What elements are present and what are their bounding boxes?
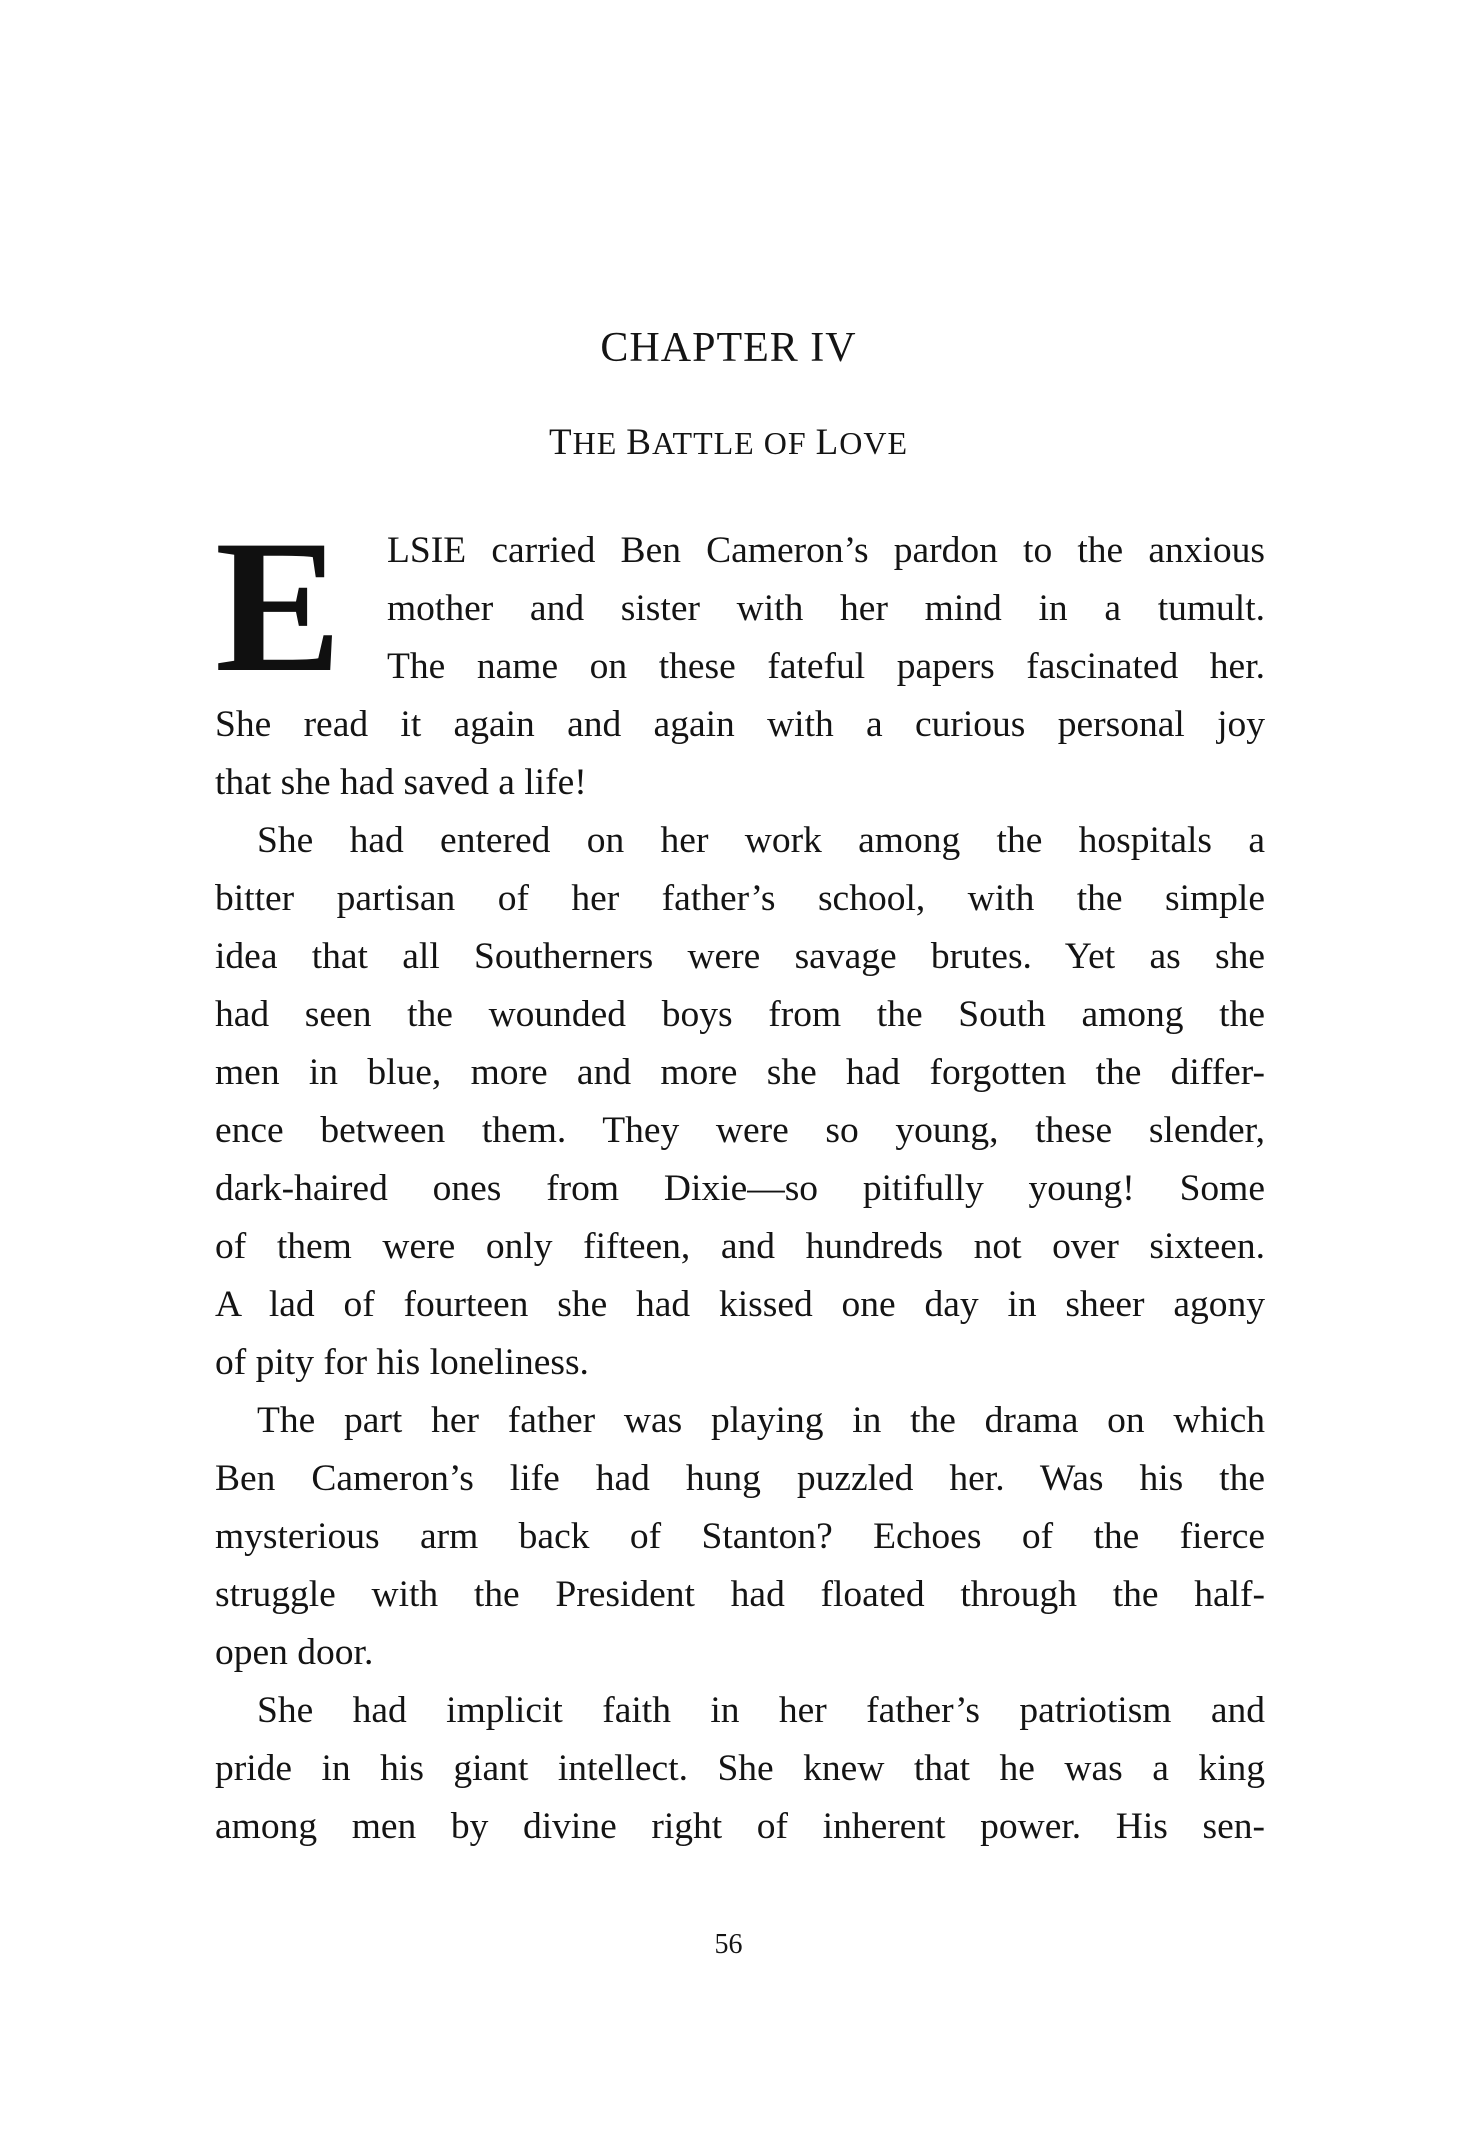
subtitle-part: L — [815, 422, 840, 463]
subtitle-part: OVE — [839, 425, 908, 461]
text-line: men in blue, more and more she had forgotten the differ- — [215, 1052, 1265, 1093]
text-line: She had implicit faith in her father’s patriotism and — [257, 1690, 1265, 1731]
subtitle-part: ATTLE OF — [651, 425, 816, 461]
text-line: She read it again and again with a curious personal joy — [215, 704, 1265, 745]
text-line: bitter partisan of her father’s school, with the simple — [215, 878, 1265, 919]
text-line: of them were only fifteen, and hundreds not over sixteen. — [215, 1226, 1265, 1267]
text-line: dark-haired ones from Dixie—so pitifully young! Some — [215, 1168, 1265, 1209]
text-line: She had entered on her work among the hospitals a — [257, 820, 1265, 861]
text-line: The part her father was playing in the drama on which — [257, 1400, 1265, 1441]
drop-cap-letter: E — [215, 502, 342, 712]
page-number: 56 — [714, 1929, 743, 1960]
text-line: idea that all Southerners were savage brutes. Yet as she — [215, 936, 1265, 977]
subtitle-part: HE — [572, 425, 627, 461]
text-line: ence between them. They were so young, these slender, — [215, 1110, 1265, 1151]
text-line: mysterious arm back of Stanton? Echoes of the fierce — [215, 1516, 1265, 1557]
chapter-subtitle — [0, 418, 1457, 468]
text-line: Ben Cameron’s life had hung puzzled her. Was his the — [215, 1458, 1265, 1499]
text-line: that she had saved a life! — [215, 762, 587, 803]
text-line: LSIE carried Ben Cameron’s pardon to the anxious — [387, 530, 1265, 571]
subtitle-part: B — [626, 422, 652, 463]
text-line: pride in his giant intellect. She knew that he was a king — [215, 1748, 1265, 1789]
text-line: A lad of fourteen she had kissed one day in sheer agony — [215, 1284, 1265, 1325]
text-line: among men by divine right of inherent power. His sen- — [215, 1806, 1265, 1847]
text-line: of pity for his loneliness. — [215, 1342, 589, 1383]
text-line: The name on these fateful papers fascinated her. — [387, 646, 1265, 687]
text-line: open door. — [215, 1632, 374, 1673]
text-line: mother and sister with her mind in a tumult. — [387, 588, 1265, 629]
chapter-heading: CHAPTER IV — [600, 325, 857, 371]
text-line: had seen the wounded boys from the South among the — [215, 994, 1265, 1035]
subtitle-part: T — [549, 422, 573, 463]
text-line: struggle with the President had floated through the half- — [215, 1574, 1265, 1615]
